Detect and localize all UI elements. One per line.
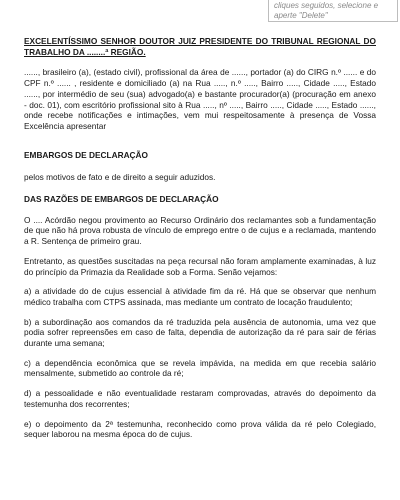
instruction-note <box>268 0 398 22</box>
document-page <box>24 36 376 440</box>
heading-razoes: DAS RAZÕES DE EMBARGOS DE DECLARAÇÃO <box>24 194 219 205</box>
heading-embargos: EMBARGOS DE DECLARAÇÃO <box>24 149 148 160</box>
paragraph-item-a: a) a atividade do de cujus essencial à atividade fim da ré. Há que se observar que nenhum médico trabalha com CTPS assinada, mas mediante um contrato de locação fraudulento; <box>24 286 376 307</box>
paragraph-entretanto: Entretanto, as questões suscitadas na peça recursal não foram amplamente examinadas, à luz do princípio da Primazia da Realidade sob a Forma. Senão vejamos: <box>24 255 376 277</box>
paragraph-qualification: ......, brasileiro (a), (estado civil), profissional da área de ......, portador (a) do CIRG n.º ...... e do CPF n.º ...... , residente e domiciliado (a) na Rua ....., n.º ....., Bairro ....., Cidade ....., Estado ......, por intermédio de seu (sua) advogado(a) e bastante procurador(a) (procuração em anexo - doc. 01), com escritório profissional sito à Rua ....., nº ....., Bairro ....., Cidade ....., Estado ......, onde recebe notificações e intimações, vem mui respeitosamente à presença de Vossa Excelência apresentar <box>24 67 376 131</box>
paragraph-item-c: c) a dependência econômica que se revela impávida, na medida em que recebia salário mensalmente, submetido ao controle da ré; <box>24 357 376 379</box>
paragraph-motivos: pelos motivos de fato e de direito a seguir aduzidos. <box>24 172 216 183</box>
paragraph-item-e: e) o depoimento da 2ª testemunha, reconhecido como prova válida da ré pelo Colegiado, sequer laborou na mesma época do de cujus. <box>24 418 376 440</box>
instruction-note-line-1: cliques seguidos, selecione e <box>274 1 379 10</box>
paragraph-acordao: O .... Acórdão negou provimento ao Recurso Ordinário dos reclamantes sob a fundamentação de que não há prova robusta de vínculo de emprego entre o de cujus e a reclamada, mantendo a R. Sentença de primeiro grau. <box>24 214 376 247</box>
paragraph-item-d: d) a pessoalidade e não eventualidade restaram comprovadas, através do depoimento da testemunha dos recorrentes; <box>24 388 376 409</box>
document-heading-addressee: EXCELENTÍSSIMO SENHOR DOUTOR JUIZ PRESIDENTE DO TRIBUNAL REGIONAL DO TRABALHO DA ........ª REGIÃO. <box>24 36 376 57</box>
instruction-note-line-2: aperte "Delete" <box>274 11 328 20</box>
paragraph-item-b: b) a subordinação aos comandos da ré traduzida pela ausência de autonomia, uma vez que podia sofrer repreensões em caso de falta, dependia de autorização da ré para sair de férias durante uma semana; <box>24 316 376 349</box>
